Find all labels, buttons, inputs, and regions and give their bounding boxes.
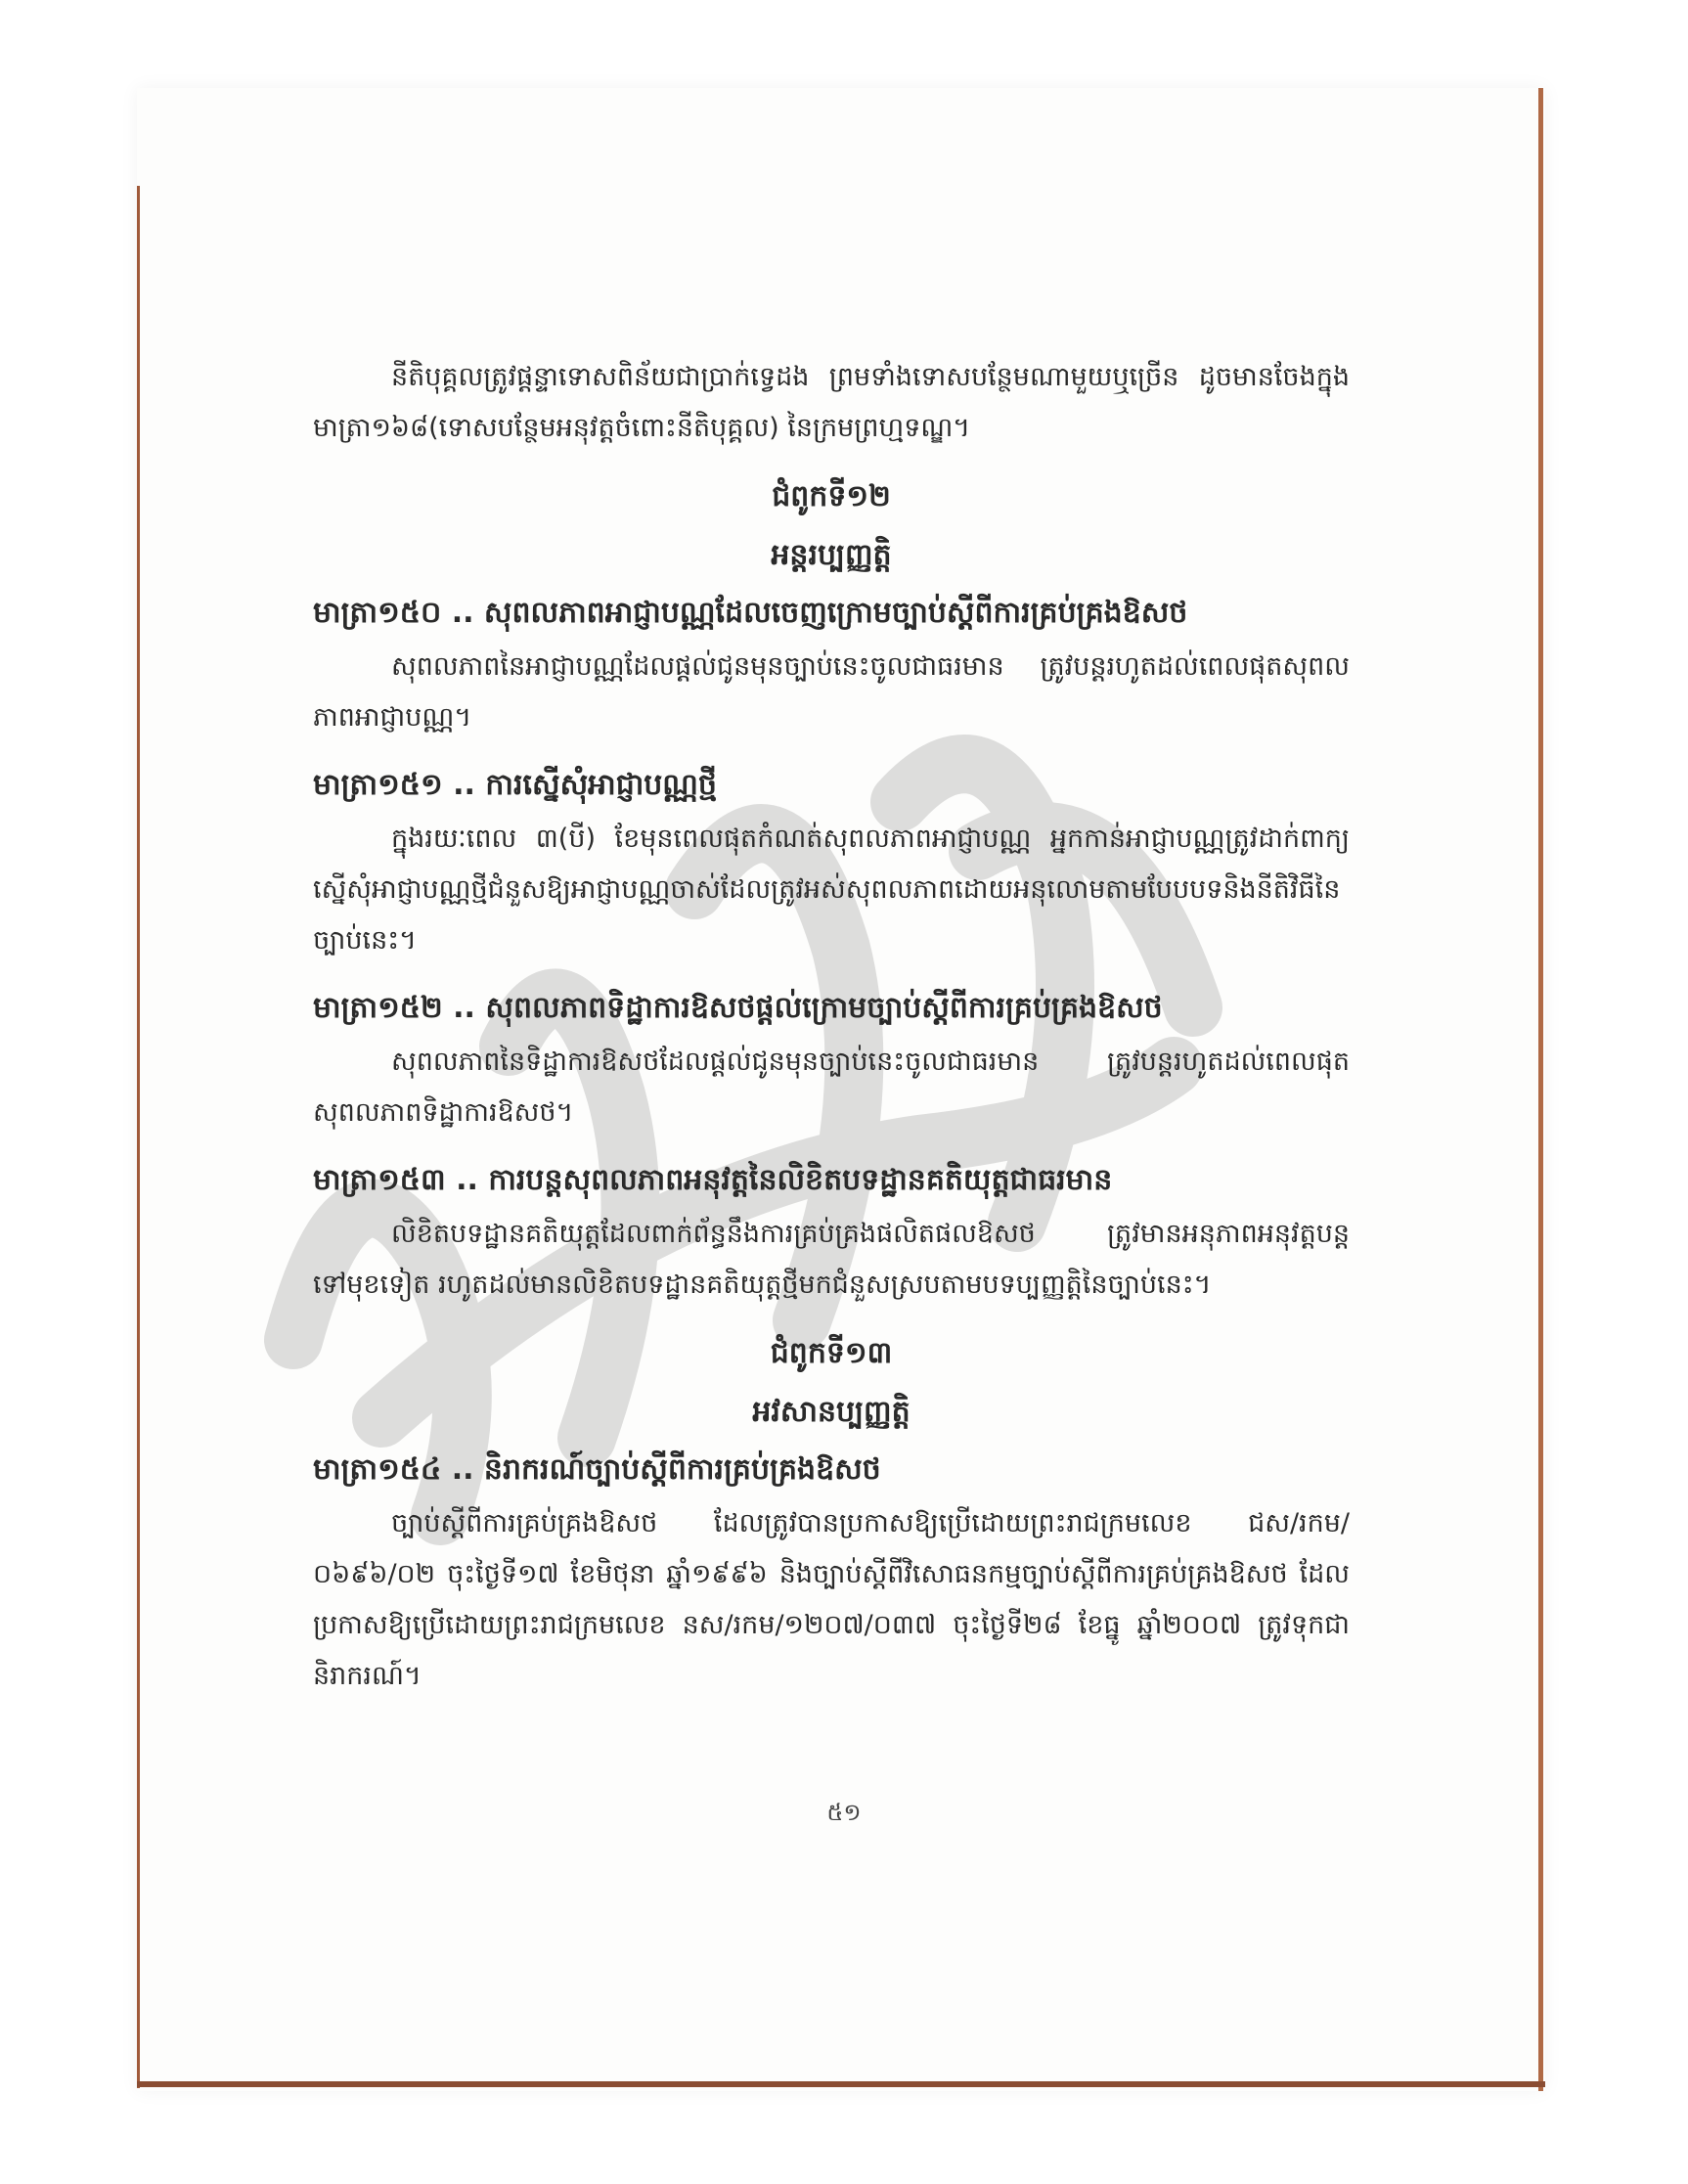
article-152-title: មាត្រា១៥២ .. សុពលភាពទិដ្ឋាការឱសថផ្តល់ក្រោមច្បាប់ស្តីពីការគ្រប់គ្រងឱសថ [313,991,1163,1025]
article-152-body: សុពលភាពនៃទិដ្ឋាការឱសថដែលផ្តល់ជូនមុនច្បាប់នេះចូលជាធរមាន ត្រូវបន្តរហូតដល់ពេលផុតសុពលភាពទិដ្ឋាការឱសថ។ [313,1047,1350,1128]
article-154-body: ច្បាប់ស្តីពីការគ្រប់គ្រងឱសថ ដែលត្រូវបានប្រកាសឱ្យប្រើដោយព្រះរាជក្រមលេខ ជស/រកម/០៦៩៦/០២ ចុះថ្ងៃទី១៧ ខែមិថុនា ឆ្នាំ១៩៩៦ និងច្បាប់ស្តីពីវិសោធនកម្មច្បាប់ស្តីពីការគ្រប់គ្រងឱសថ ដែលប្រកាសឱ្យប្រើដោយព្រះរាជក្រមលេខ នស/រកម/១២០៧/០៣៧ ចុះថ្ងៃទី២៨ ខែធ្នូ ឆ្នាំ២០០៧ ត្រូវទុកជានិរាករណ៍។ [313,1508,1350,1691]
chapter-13-title: អវសានប្បញ្ញត្តិ [752,1395,911,1429]
article-153-body: លិខិតបទដ្ឋានគតិយុត្តដែលពាក់ព័ន្ធនឹងការគ្រប់គ្រងផលិតផលឱសថ ត្រូវមានអនុភាពអនុវត្តបន្តទៅមុខទៀត រហូតដល់មានលិខិតបទដ្ឋានគតិយុត្តថ្មីមកជំនួសស្របតាមបទប្បញ្ញត្តិនៃច្បាប់នេះ។ [313,1219,1350,1300]
document-body [313,352,1350,1702]
chapter-13-number: ជំពូកទី១៣ [770,1336,893,1370]
chapter-12-number: ជំពូកទី១២ [772,479,891,513]
paper-bottom-edge [137,2081,1545,2087]
article-151-body: ក្នុងរយៈពេល ៣(បី) ខែមុនពេលផុតកំណត់សុពលភាពអាជ្ញាបណ្ណ អ្នកកាន់អាជ្ញាបណ្ណត្រូវដាក់ពាក្យស្នើសុំអាជ្ញាបណ្ណថ្មីជំនួសឱ្យអាជ្ញាបណ្ណចាស់ដែលត្រូវអស់សុពលភាពដោយអនុលោមតាមបែបបទនិងនីតិវិធីនៃច្បាប់នេះ។ [313,824,1350,956]
article-153-title: មាត្រា១៥៣ .. ការបន្តសុពលភាពអនុវត្តនៃលិខិតបទដ្ឋានគតិយុត្តជាធរមាន [313,1163,1113,1197]
article-154-title: មាត្រា១៥៤ .. និរាករណ៍ច្បាប់ស្តីពីការគ្រប់គ្រងឱសថ [313,1452,881,1487]
paper-right-edge [1538,88,1543,2091]
intro-paragraph: នីតិបុគ្គលត្រូវផ្តន្ទាទោសពិន័យជាប្រាក់ទ្វេដង ព្រមទាំងទោសបន្ថែមណាមួយឬច្រើន ដូចមានចែងក្នុងមាត្រា១៦៨(ទោសបន្ថែមអនុវត្តចំពោះនីតិបុគ្គល) នៃក្រមព្រហ្មទណ្ឌ។ [313,362,1350,443]
article-150-body: សុពលភាពនៃអាជ្ញាបណ្ណដែលផ្តល់ជូនមុនច្បាប់នេះចូលជាធរមាន ត្រូវបន្តរហូតដល់ពេលផុតសុពលភាពអាជ្ញាបណ្ណ។ [313,651,1350,733]
chapter-12-title: អន្តរប្បញ្ញត្តិ [771,538,892,572]
article-151-title: មាត្រា១៥១ .. ការស្នើសុំអាជ្ញាបណ្ណថ្មី [313,768,717,802]
article-150-title: មាត្រា១៥០ .. សុពលភាពអាជ្ញាបណ្ណដែលចេញក្រោមច្បាប់ស្តីពីការគ្រប់គ្រងឱសថ [313,596,1188,630]
page-number: ៥១ [826,1799,862,1826]
